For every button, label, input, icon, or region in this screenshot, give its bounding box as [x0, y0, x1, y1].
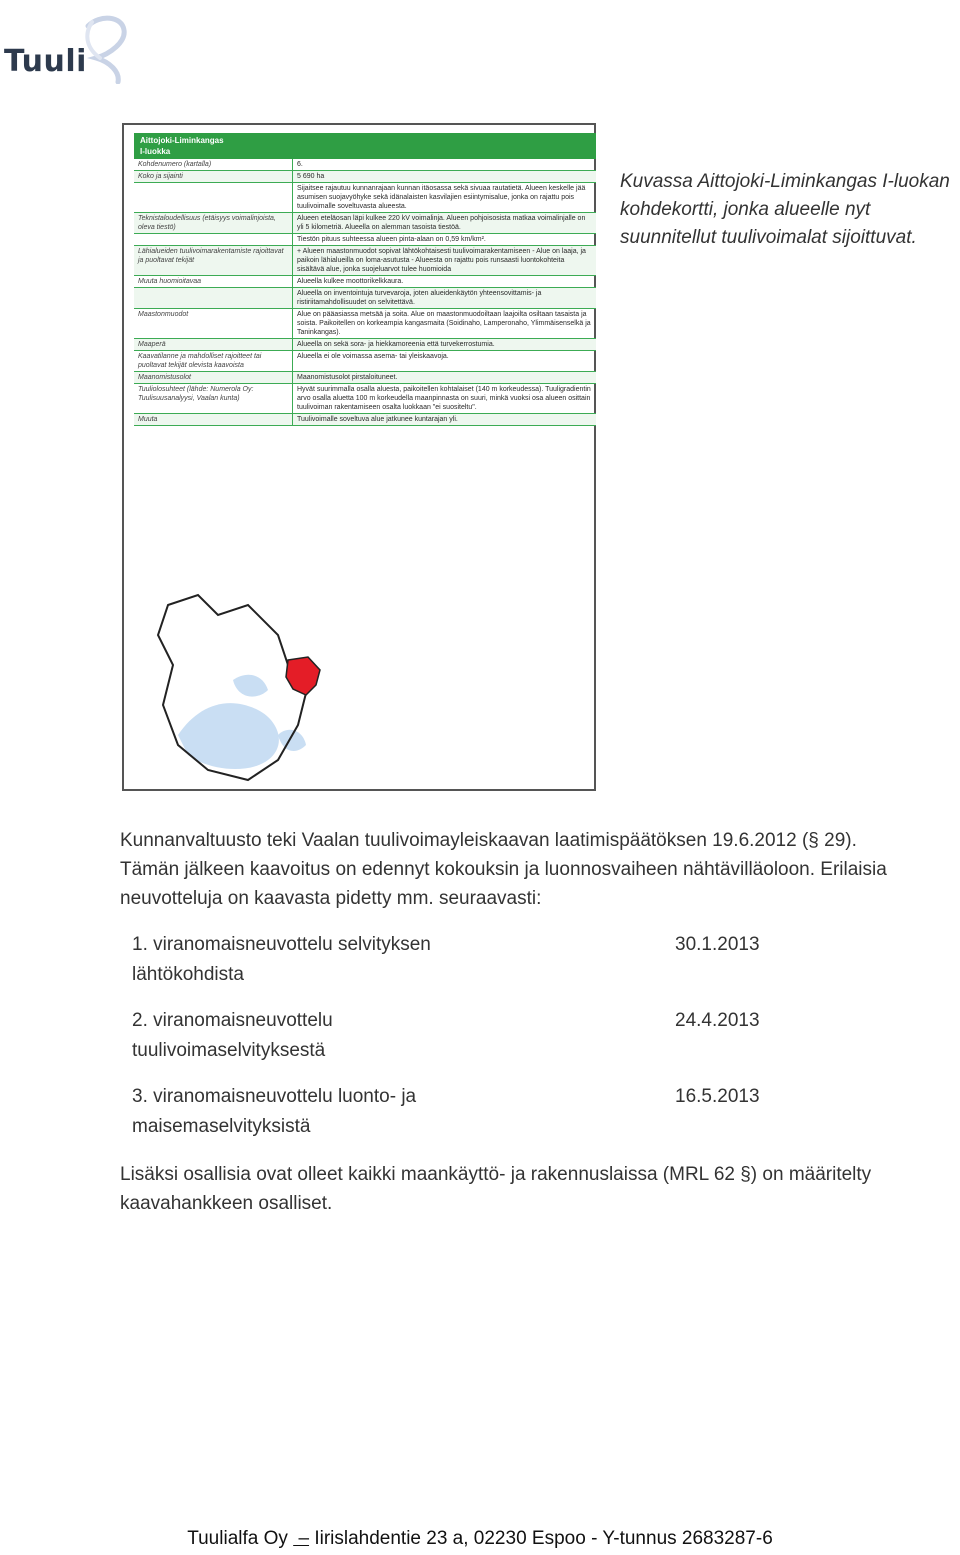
card-class: I-luokka [140, 147, 171, 156]
card-row-key: Tuuliolosuhteet (lähde: Numerola Oy: Tuulisuusanalyysi, Vaalan kunta) [138, 386, 254, 402]
card-row-key [134, 234, 292, 245]
card-row [134, 246, 596, 276]
card-row [134, 351, 596, 372]
target-card-table [134, 133, 596, 426]
meeting-label: 1. viranomaisneuvottelu selvityksen lähtökohdista [132, 934, 431, 985]
closing-line: kaavahankkeen osalliset. [120, 1193, 333, 1214]
card-row-key: Maaperä [138, 341, 166, 348]
meeting-date: 24.4.2013 [675, 1010, 760, 1031]
card-row [134, 414, 596, 426]
closing-line: Lisäksi osallisia ovat olleet kaikki maankäyttö- ja rakennuslaissa (MRL 62 §) on määritelty [120, 1164, 872, 1185]
meeting-item [132, 1082, 832, 1158]
card-title: Aittojoki-Liminkangas [140, 136, 224, 145]
footer-dash: – [293, 1528, 310, 1549]
card-row-key [134, 183, 292, 212]
card-row-value: Alueella kulkee moottorikelkkaura. [292, 276, 596, 287]
area-map [138, 585, 338, 785]
card-row [134, 288, 596, 309]
card-row-key: Teknistaloudellisuus (etäisyys voimalinjoista, oleva tiestö) [138, 215, 276, 231]
footer-address: Iirislahdentie 23 a, 02230 Espoo - Y-tunnus 2683287-6 [314, 1528, 773, 1549]
card-row-key: Muuta [138, 416, 158, 423]
tuuli-logo [0, 14, 130, 84]
card-row [134, 171, 596, 183]
card-row-value: Alueen eteläosan läpi kulkee 220 kV voimalinja. Alueen pohjoisosista matkaa voimalinjalle on yli 5 kilometriä. Alueella on alemman tasoista tiestöä. [292, 213, 596, 233]
card-row-key: Maanomistusolot [138, 374, 191, 381]
intro-paragraph [120, 826, 940, 913]
card-row [134, 213, 596, 234]
card-row-value: Alue on pääasiassa metsää ja soita. Alue on maastonmuodoiltaan laajoilta osiltaan tasaista ja soista. Paikoitellen on korkeampia kangasmaita (Soidinaho, Lamperonaho, Ylimmäisenselkä ja Taninkangas). [292, 309, 596, 338]
card-row-key: Kohdenumero (kartalla) [138, 161, 212, 168]
target-card-image [122, 123, 596, 791]
meeting-date: 16.5.2013 [675, 1086, 760, 1107]
meeting-item [132, 1006, 832, 1082]
card-row-value: 6. [292, 159, 596, 170]
card-row-value: Alueella on inventointuja turvevaroja, joten alueidenkäytön yhteensovittamis- ja ristiriitamahdollisuudet on selvitettävä. [292, 288, 596, 308]
meeting-date: 30.1.2013 [675, 934, 760, 955]
meeting-item [132, 930, 832, 1006]
card-rows [134, 159, 596, 426]
logo-text: Tuuli [4, 44, 87, 79]
card-row-value: Sijaitsee rajautuu kunnanrajaan kunnan itäosassa sekä sivuaa rautatietä. Alueen keskelle jää asumisen suojavyöhyke sekä idänalaisten kasvilajien esiintymisalue, jonka on rajattu pois tuulivoimalle soveltuvasta alueesta. [292, 183, 596, 212]
card-row-key [134, 288, 292, 308]
meeting-label: 2. viranomaisneuvottelu tuulivoimaselvityksestä [132, 1010, 333, 1061]
card-row [134, 309, 596, 339]
intro-line: Tämän jälkeen kaavoitus on edennyt kokouksin ja luonnosvaiheen nähtävilläoloon. Erilaisia [120, 859, 887, 880]
card-row-key: Kaavatilanne ja mahdolliset rajoitteet tai puoltavat tekijät olevista kaavoista [138, 353, 262, 369]
card-row-value: 5 690 ha [292, 171, 596, 182]
card-row-key: Muuta huomioitavaa [138, 278, 202, 285]
image-caption: Kuvassa Aittojoki-Liminkangas I-luokan kohdekortti, jonka alueelle nyt suunnitellut tuulivoimalat sijoittuvat. [620, 171, 950, 248]
lake-shape [233, 675, 268, 697]
lake-shape [178, 703, 279, 769]
card-row [134, 234, 596, 246]
meeting-label: 3. viranomaisneuvottelu luonto- ja maisemaselvityksistä [132, 1086, 417, 1137]
card-row-value: + Alueen maastonmuodot sopivat lähtökohtaisesti tuulivoimarakentamiseen - Alue on laaja, ja paikoin lähialueilla on loma-asutusta - Alueesta on rajattu pois runsaasti luontokohteita sisältävä alue, jonka suojeluarvot tulee huomioida [292, 246, 596, 275]
page-footer [0, 1528, 960, 1550]
card-row-value: Hyvät suurimmalla osalla aluesta, paikoitellen kohtalaiset (140 m korkeudessa). Tuuligradientin arvo osalla aluetta 100 m korkeudella maanpinnasta on suuri, minkä vuoksi osa alueen osittain tuulivoiman rakentamiseen osalta luokkaan "ei suositeltu". [292, 384, 596, 413]
card-row [134, 384, 596, 414]
card-row-key: Maastonmuodot [138, 311, 189, 318]
target-area [286, 657, 320, 695]
card-row [134, 339, 596, 351]
intro-line: neuvotteluja on kaavasta pidetty mm. seuraavasti: [120, 888, 542, 909]
card-row [134, 183, 596, 213]
footer-company: Tuulialfa Oy [187, 1528, 288, 1549]
card-row [134, 276, 596, 288]
card-row-value: Tuulivoimalle soveltuva alue jatkunee kuntarajan yli. [292, 414, 596, 425]
meeting-list [132, 930, 832, 1158]
card-row [134, 372, 596, 384]
card-header [134, 133, 596, 159]
card-row-value: Maanomistusolot pirstaloituneet. [292, 372, 596, 383]
card-row-value: Tiestön pituus suhteessa alueen pinta-alaan on 0,59 km/km². [292, 234, 596, 245]
card-row [134, 159, 596, 171]
card-row-value: Alueella ei ole voimassa asema- tai yleiskaavoja. [292, 351, 596, 371]
lake-shape [278, 730, 306, 751]
closing-paragraph [120, 1160, 940, 1218]
card-row-key: Koko ja sijainti [138, 173, 183, 180]
intro-line: Kunnanvaltuusto teki Vaalan tuulivoimayleiskaavan laatimispäätöksen 19.6.2012 (§ 29). [120, 830, 857, 851]
card-row-key: Lähialueiden tuulivoimarakentamiste rajoittavat ja puoltavat tekijät [138, 248, 284, 264]
card-row-value: Alueella on sekä sora- ja hiekkamoreenia että turvekerrostumia. [292, 339, 596, 350]
